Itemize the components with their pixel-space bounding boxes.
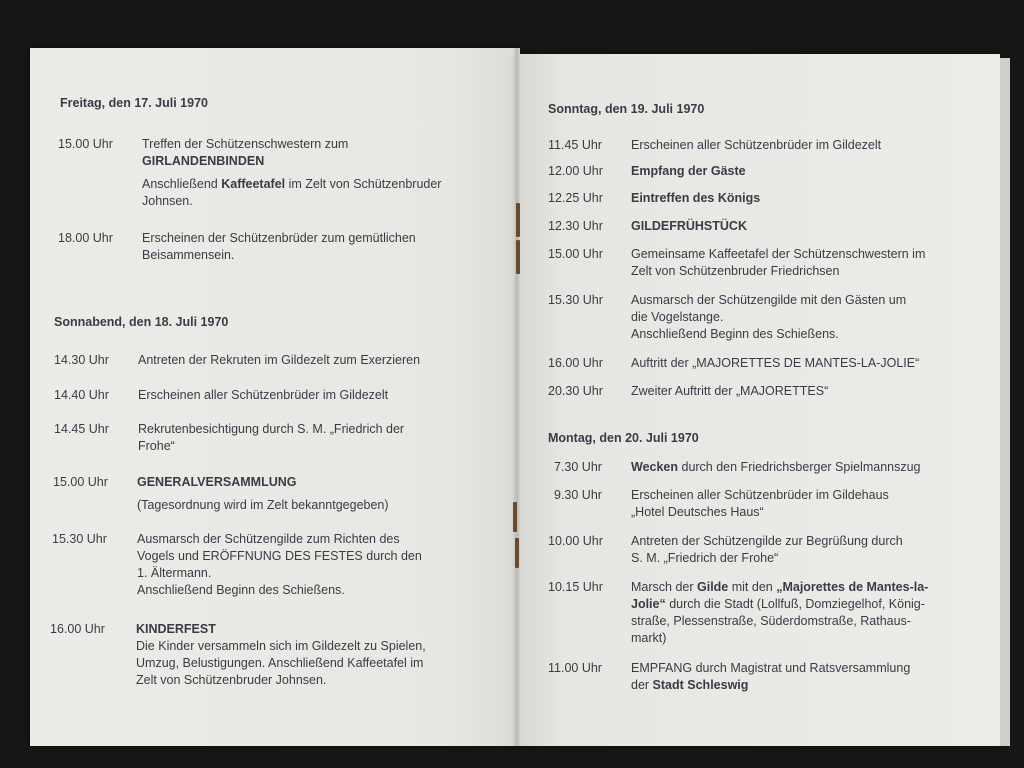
center-fold xyxy=(514,48,520,746)
entry-line: „Hotel Deutsches Haus“ xyxy=(631,505,764,519)
entry-time: 12.00 Uhr xyxy=(548,164,603,178)
entry-time: 15.30 Uhr xyxy=(52,532,107,546)
entry-time: 12.30 Uhr xyxy=(548,219,603,233)
entry-line: Umzug, Belustigungen. Anschließend Kaffeetafel im xyxy=(136,656,424,670)
entry-time: 16.00 Uhr xyxy=(548,356,603,370)
entry-time: 11.00 Uhr xyxy=(548,661,602,675)
staple-top-lower xyxy=(516,240,520,274)
entry-line: Antreten der Schützengilde zur Begrüßung durch xyxy=(631,534,903,548)
entry-time: 16.00 Uhr xyxy=(50,622,105,636)
entry-line: die Vogelstange. xyxy=(631,310,724,324)
entry-line: Erscheinen aller Schützenbrüder im Gildezelt xyxy=(138,388,389,402)
entry-line: EMPFANG durch Magistrat und Ratsversammlung xyxy=(631,661,911,675)
entry-line: Zelt von Schützenbruder Friedrichsen xyxy=(631,264,840,278)
entry-line: Erscheinen aller Schützenbrüder im Gildehaus xyxy=(631,488,889,502)
entry-line: Zelt von Schützenbruder Johnsen. xyxy=(136,673,327,687)
entry-time: 15.00 Uhr xyxy=(53,475,108,489)
entry-line: Treffen der Schützenschwestern zum xyxy=(142,137,349,151)
entry-line: Rekrutenbesichtigung durch S. M. „Friedrich der xyxy=(138,422,405,436)
entry-line: Wecken durch den Friedrichsberger Spielmannszug xyxy=(631,460,921,474)
entry-line: Jolie“ durch die Stadt (Lollfuß, Domziegelhof, König- xyxy=(631,597,925,611)
entry-line: straße, Plessenstraße, Süderdomstraße, Rathaus- xyxy=(631,614,911,628)
entry-time: 20.30 Uhr xyxy=(548,384,603,398)
entry-time: 9.30 Uhr xyxy=(554,488,602,502)
entry-line: Gemeinsame Kaffeetafel der Schützenschwestern im xyxy=(631,247,926,261)
entry-line: Anschließend Beginn des Schießens. xyxy=(137,583,345,597)
entry-line: Anschließend Beginn des Schießens. xyxy=(631,327,839,341)
entry-line: (Tagesordnung wird im Zelt bekanntgegeben) xyxy=(137,498,389,512)
entry-line: Erscheinen aller Schützenbrüder im Gildezelt xyxy=(631,138,882,152)
day-heading-monday: Montag, den 20. Juli 1970 xyxy=(548,431,699,445)
entry-line: Anschließend Kaffeetafel im Zelt von Schützenbruder xyxy=(142,177,442,191)
entry-line: Frohe“ xyxy=(138,439,175,453)
entry-time: 12.25 Uhr xyxy=(548,191,603,205)
entry-line: Zweiter Auftritt der „MAJORETTES“ xyxy=(631,384,829,398)
entry-line: Erscheinen der Schützenbrüder zum gemütlichen xyxy=(142,231,416,245)
entry-time: 15.00 Uhr xyxy=(58,137,113,151)
entry-line: GENERALVERSAMMLUNG xyxy=(137,475,297,489)
staple-bottom-lower xyxy=(515,538,519,568)
entry-time: 18.00 Uhr xyxy=(58,231,113,245)
entry-line: Empfang der Gäste xyxy=(631,164,746,178)
entry-line: Marsch der Gilde mit den „Majorettes de Mantes-la- xyxy=(631,580,929,594)
page-edge xyxy=(1000,58,1010,746)
entry-time: 11.45 Uhr xyxy=(548,138,602,152)
entry-line: Die Kinder versammeln sich im Gildezelt zu Spielen, xyxy=(136,639,426,653)
entry-time: 15.00 Uhr xyxy=(548,247,603,261)
entry-line: GIRLANDENBINDEN xyxy=(142,154,265,168)
day-heading-saturday: Sonnabend, den 18. Juli 1970 xyxy=(54,315,229,329)
entry-time: 10.15 Uhr xyxy=(548,580,603,594)
entry-line: Vogels und ERÖFFNUNG DES FESTES durch den xyxy=(137,549,422,563)
day-heading-friday: Freitag, den 17. Juli 1970 xyxy=(60,96,208,110)
entry-line: Beisammensein. xyxy=(142,248,235,262)
entry-line: markt) xyxy=(631,631,667,645)
entry-line: Eintreffen des Königs xyxy=(631,191,761,205)
entry-line: Ausmarsch der Schützengilde zum Richten des xyxy=(137,532,400,546)
entry-time: 14.45 Uhr xyxy=(54,422,109,436)
entry-line: Johnsen. xyxy=(142,194,193,208)
entry-time: 7.30 Uhr xyxy=(554,460,602,474)
entry-line: KINDERFEST xyxy=(136,622,216,636)
entry-time: 14.40 Uhr xyxy=(54,388,109,402)
entry-line: 1. Ältermann. xyxy=(137,566,212,580)
entry-time: 14.30 Uhr xyxy=(54,353,109,367)
entry-line: Antreten der Rekruten im Gildezelt zum Exerzieren xyxy=(138,353,421,367)
entry-time: 10.00 Uhr xyxy=(548,534,603,548)
entry-line: S. M. „Friedrich der Frohe“ xyxy=(631,551,779,565)
entry-line: Ausmarsch der Schützengilde mit den Gästen um xyxy=(631,293,907,307)
staple-bottom xyxy=(513,502,517,532)
day-heading-sunday: Sonntag, den 19. Juli 1970 xyxy=(548,102,705,116)
entry-line: der Stadt Schleswig xyxy=(631,678,749,692)
entry-line: GILDEFRÜHSTÜCK xyxy=(631,219,747,233)
entry-line: Auftritt der „MAJORETTES DE MANTES-LA-JOLIE“ xyxy=(631,356,920,370)
staple-top xyxy=(516,203,520,237)
entry-time: 15.30 Uhr xyxy=(548,293,603,307)
